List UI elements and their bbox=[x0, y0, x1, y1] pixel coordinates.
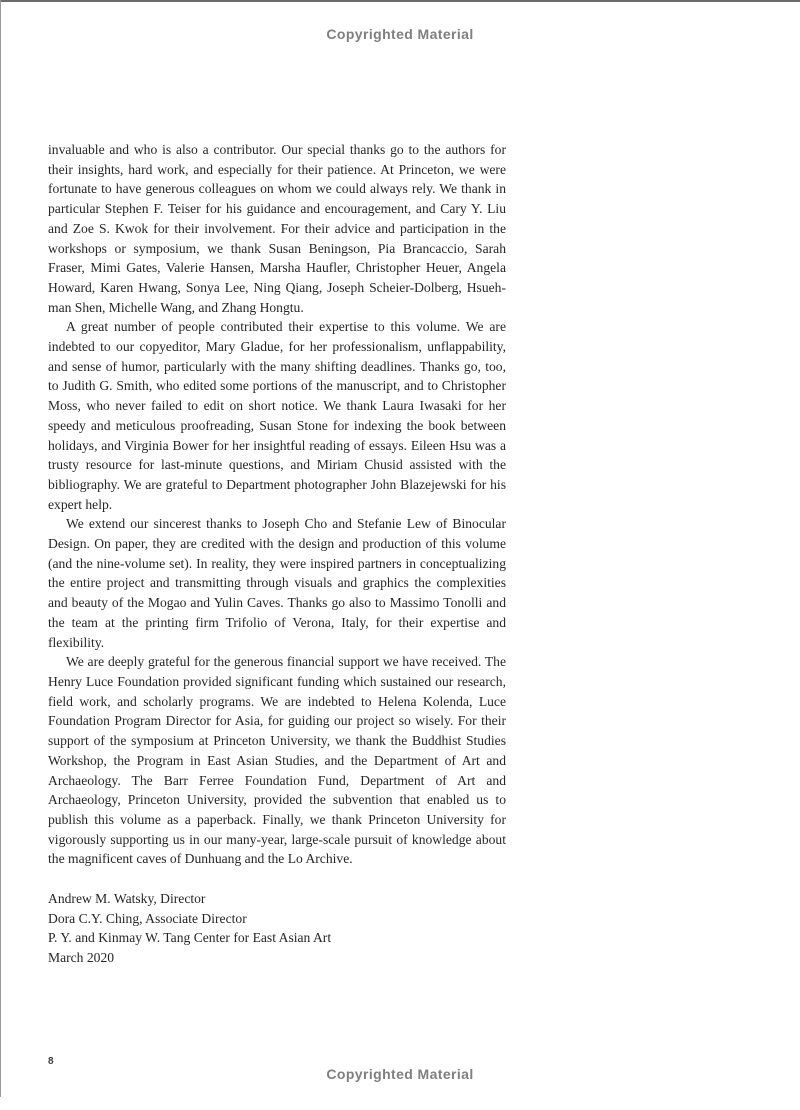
signature-block bbox=[48, 889, 506, 968]
copyright-header: Copyrighted Material bbox=[326, 26, 474, 42]
copyright-footer: Copyrighted Material bbox=[326, 1066, 474, 1082]
signature-line: Dora C.Y. Ching, Associate Director bbox=[48, 910, 247, 926]
paragraph: invaluable and who is also a contributor. Our special thanks go to the authors for their insights, hard work, and especially for their patience. At Princeton, we were fortunate to have generous colleagues on whom we could always rely. We thank in particular Stephen F. Teiser for his guidance and encouragement, and Cary Y. Liu and Zoe S. Kwok for their involvement. For their advice and participation in the workshops or symposium, we thank Susan Beningson, Pia Brancaccio, Sarah Fraser, Mimi Gates, Valerie Hansen, Marsha Haufler, Christopher Heuer, Angela Howard, Karen Hwang, Sonya Lee, Ning Qiang, Joseph Scheier-Dolberg, Hsueh-man Shen, Michelle Wang, and Zhang Hongtu. bbox=[48, 142, 506, 315]
page-edge-left bbox=[0, 0, 1, 1097]
page-number: 8 bbox=[48, 1056, 54, 1067]
paragraph: A great number of people contributed their expertise to this volume. We are indebted to our copyeditor, Mary Gladue, for her professionalism, unflappability, and sense of humor, particularly with the many shifting deadlines. Thanks go, too, to Judith G. Smith, who edited some portions of the manuscript, and to Christopher Moss, who never failed to edit on short notice. We thank Laura Iwasaki for her speedy and meticulous proofreading, Susan Stone for indexing the book between holidays, and Virginia Bower for her insightful reading of essays. Eileen Hsu was a trusty resource for last-minute questions, and Miriam Chusid assisted with the bibliography. We are grateful to Department photographer John Blazejewski for his expert help. bbox=[48, 319, 506, 512]
acknowledgments-text bbox=[48, 140, 506, 968]
paragraph: We are deeply grateful for the generous financial support we have received. The Henry Luce Foundation provided significant funding which sustained our research, field work, and scholarly programs. We are indebted to Helena Kolenda, Luce Foundation Program Director for Asia, for guiding our project so wisely. For their support of the symposium at Princeton University, we thank the Buddhist Studies Workshop, the Program in East Asian Studies, and the Department of Art and Archaeology. The Barr Ferree Foundation Fund, Department of Art and Archaeology, Princeton University, provided the subvention that enabled us to publish this volume as a paperback. Finally, we thank Princeton University for vigorously supporting us in our many-year, large-scale pursuit of knowledge about the magnificent caves of Dunhuang and the Lo Archive. bbox=[48, 654, 506, 867]
signature-line: Andrew M. Watsky, Director bbox=[48, 891, 206, 907]
paragraphs-container bbox=[48, 140, 506, 869]
page-edge-top bbox=[0, 0, 800, 2]
paragraph: We extend our sincerest thanks to Joseph Cho and Stefanie Lew of Binocular Design. On paper, they are credited with the design and production of this volume (and the nine-volume set). In reality, they were inspired partners in conceptualizing the entire project and transmitting through visuals and graphics the complexities and beauty of the Mogao and Yulin Caves. Thanks go also to Massimo Tonolli and the team at the printing firm Trifolio of Verona, Italy, for their expertise and flexibility. bbox=[48, 516, 506, 650]
signature-line: P. Y. and Kinmay W. Tang Center for East Asian Art bbox=[48, 930, 332, 946]
signature-line: March 2020 bbox=[48, 950, 115, 966]
